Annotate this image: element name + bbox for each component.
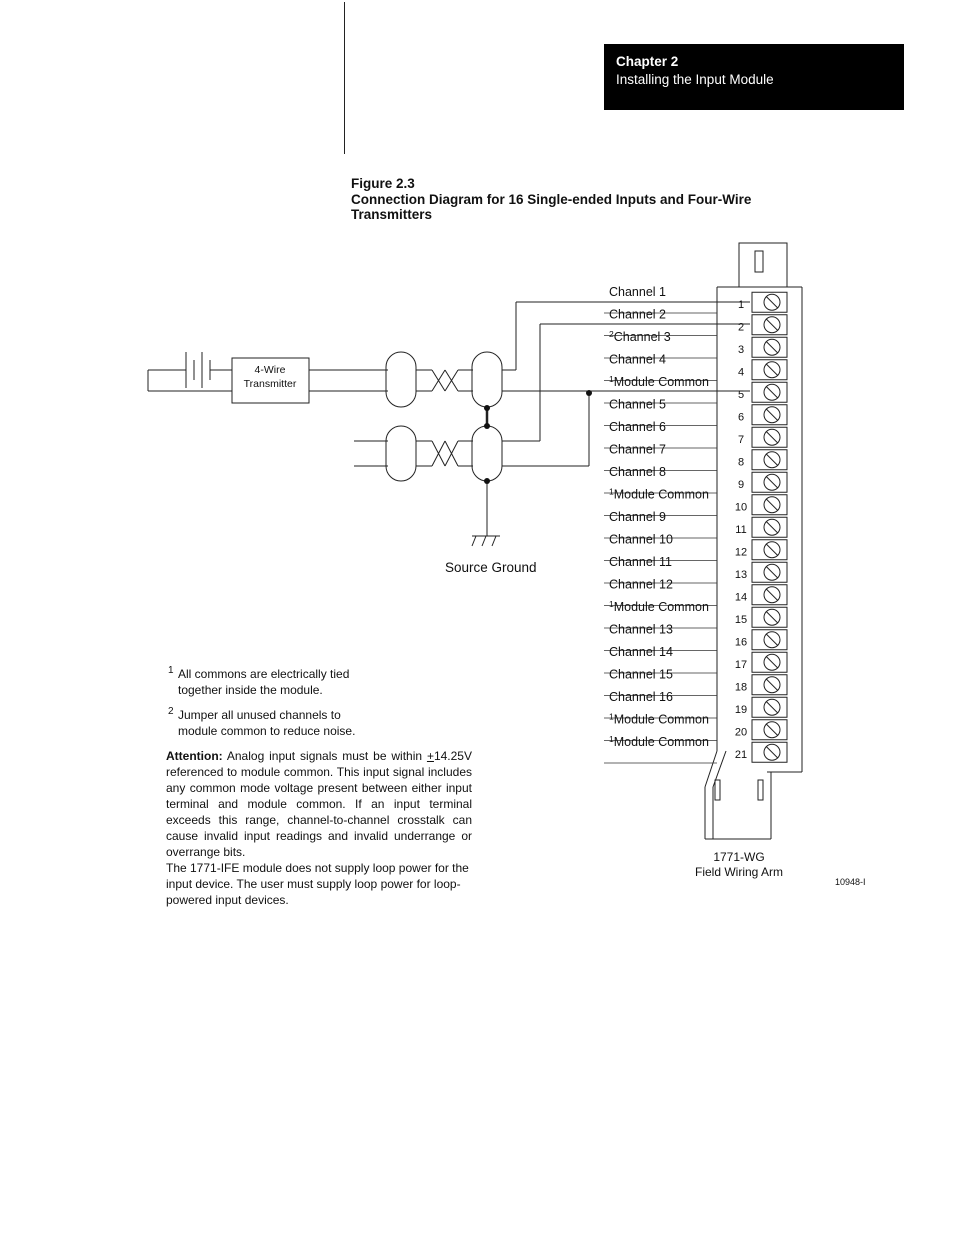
junction-dot-common	[586, 390, 592, 396]
terminal-number: 17	[734, 659, 748, 671]
attention-label: Attention:	[166, 749, 223, 763]
figure-id: 10948-I	[835, 877, 866, 887]
terminal-label-text: Module Common	[613, 487, 709, 502]
attention-note	[166, 748, 472, 860]
terminal-label-text: Channel 12	[609, 577, 673, 592]
loop-power-note: The 1771-IFE module does not supply loop power for the input device. The user must supply loop power for loop-powered input devices.	[166, 861, 469, 907]
footnote-2-line2: module common to reduce noise.	[178, 724, 356, 738]
footnote-1-marker: 1	[168, 665, 174, 676]
terminal-label-text: Channel 16	[609, 690, 673, 704]
source-ground-label: Source Ground	[445, 560, 537, 575]
terminal-label-text: Channel 9	[609, 510, 666, 524]
terminal-number: 21	[734, 749, 748, 761]
cable1-shield-right	[472, 352, 502, 407]
terminal-number: 19	[734, 704, 748, 716]
terminal-label-text: Channel 14	[609, 645, 673, 659]
terminal-label-text: Channel 4	[609, 352, 666, 367]
terminal-label-text: Channel 7	[609, 442, 666, 457]
terminal-label-footnote: 1	[609, 599, 614, 609]
terminal-label	[609, 555, 672, 569]
arm-slot-right	[758, 780, 763, 800]
terminal-label-footnote: 1	[609, 711, 614, 722]
terminal-label-text: Channel 1	[609, 285, 666, 299]
terminal-label	[609, 420, 666, 434]
terminal-number: 12	[734, 546, 748, 559]
footnote-2-marker: 2	[168, 706, 174, 717]
transmitter-label-line1: 4-Wire	[254, 364, 286, 376]
terminal-number: 6	[737, 411, 745, 424]
arm-tab-slot	[755, 251, 763, 272]
terminal-label-footnote: 1	[609, 374, 614, 384]
terminal-number: 9	[737, 479, 745, 491]
terminal-label	[609, 398, 666, 412]
terminal-label	[609, 712, 709, 727]
terminal-number: 5	[737, 389, 745, 401]
terminal-label-footnote: 1	[609, 486, 614, 497]
terminal-label-text: Channel 13	[609, 622, 673, 637]
terminal-label-text: Channel 10	[609, 532, 673, 547]
figure-number: Figure 2.3	[351, 176, 415, 191]
terminal-label	[609, 465, 666, 479]
ground-hatch-2	[482, 536, 486, 546]
terminal-label	[609, 645, 673, 659]
arm-name-line2: Field Wiring Arm	[694, 865, 784, 879]
terminal-label-text: Channel 2	[609, 307, 666, 322]
footnote-2-line1: Jumper all unused channels to	[178, 708, 341, 722]
terminal-number: 2	[737, 321, 745, 334]
terminal-label	[609, 443, 666, 457]
terminal-label-text: Module Common	[613, 712, 709, 727]
terminal-label-footnote: 2	[609, 329, 614, 339]
cable2-shield-right	[472, 426, 502, 481]
terminal-label-text: Module Common	[613, 375, 709, 389]
terminal-label	[609, 734, 709, 749]
terminal-number: 3	[737, 344, 745, 356]
footnote-1-line1: All commons are electrically tied	[178, 667, 350, 681]
ground-hatch-3	[492, 536, 496, 546]
footnote-1-line2: together inside the module.	[178, 683, 323, 697]
attention-text-post: 14.25V referenced to module common. This input signal includes any common mode voltage present between either input terminal and module common. If an input terminal exceeds this range, channel-to-channel crosstalk can cause invalid input readings and invalid underrange or overrange bits.	[166, 749, 472, 859]
terminal-number: 18	[734, 681, 748, 694]
terminal-label	[609, 599, 709, 614]
terminal-label-text: Channel 3	[613, 330, 671, 344]
terminal-number: 8	[737, 456, 745, 469]
terminal-number: 15	[734, 614, 748, 626]
footnote-2	[166, 707, 472, 739]
terminal-number: 20	[734, 726, 748, 739]
terminal-label	[609, 510, 666, 524]
terminal-label	[609, 623, 673, 637]
terminal-label-text: Module Common	[613, 735, 709, 749]
plus-minus-sign: +	[426, 749, 434, 763]
terminal-number: 16	[734, 636, 748, 649]
terminal-label-text: Channel 6	[609, 420, 666, 434]
figure-title-line1: Connection Diagram for 16 Single-ended Inputs and Four-Wire	[351, 191, 752, 207]
terminal-label-footnote: 1	[609, 734, 614, 744]
terminal-label	[609, 308, 666, 322]
footnotes	[166, 666, 472, 860]
attention-text-pre: Analog input signals must be within	[222, 749, 427, 763]
terminal-label	[609, 533, 673, 547]
terminal-number: 7	[737, 434, 745, 446]
terminal-label	[609, 690, 673, 704]
terminal-number: 11	[735, 524, 747, 536]
terminal-label-text: Channel 5	[609, 397, 666, 412]
terminal-number: 14	[734, 591, 748, 604]
terminal-label	[609, 668, 673, 682]
terminal-label	[609, 578, 673, 592]
terminal-label	[609, 285, 666, 299]
terminal-label	[609, 487, 709, 502]
terminal-label	[609, 374, 709, 389]
transmitter-label-line2: Transmitter	[243, 378, 297, 390]
terminal-label-text: Channel 8	[609, 465, 666, 479]
terminal-label-text: Channel 11	[609, 555, 673, 569]
junction-dot-shield-top	[484, 405, 490, 411]
terminal-number: 10	[734, 501, 748, 514]
junction-dot-ground	[484, 478, 490, 484]
arm-slot-left	[715, 780, 720, 800]
terminal-label	[609, 329, 671, 344]
ground-hatch-1	[472, 536, 476, 546]
terminal-label-text: Channel 15	[609, 667, 673, 682]
cable2-shield-left	[386, 426, 416, 481]
arm-name-line1: 1771-WG	[713, 850, 765, 864]
terminal-label	[609, 353, 666, 367]
chapter-number: Chapter 2	[616, 54, 679, 69]
cable1-shield-left	[386, 352, 416, 407]
terminal-number: 4	[737, 366, 745, 379]
footnote-1	[166, 666, 472, 698]
chapter-title: Installing the Input Module	[616, 72, 774, 87]
junction-dot-shield-mid	[484, 423, 490, 429]
terminal-number: 1	[737, 299, 745, 311]
terminal-label-text: Module Common	[613, 600, 709, 614]
figure-title-line2: Transmitters	[351, 207, 433, 222]
terminal-number: 13	[734, 569, 748, 581]
